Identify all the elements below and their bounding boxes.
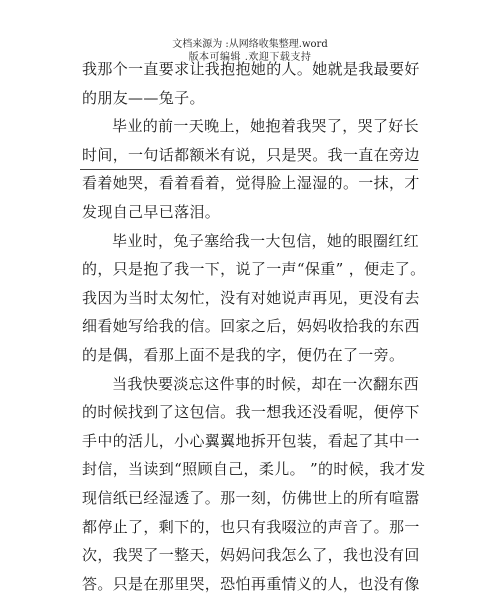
paragraph-start-line: 毕业的前一天晚上，她抱着我哭了，哭了好长 <box>112 117 420 136</box>
text-line: 我那个一直要求让我抱抱她的人。她就是我最要好 <box>82 60 420 78</box>
horizontal-rule <box>80 169 418 170</box>
text-line: 的是偶，看那上面不是我的字，便仍在了一旁。 <box>82 345 405 364</box>
text-line: 答。只是在那里哭，恐怕再重情义的人，也没有像 <box>82 574 420 593</box>
text-line: 的时候找到了这包信。我一想我还没看呢，便停下 <box>82 403 420 422</box>
text-line: 我因为当时太匆忙，没有对她说声再见，更没有去 <box>82 288 420 307</box>
paragraph-start-line: 当我快要淡忘这件事的时候，却在一次翻东西 <box>112 374 420 393</box>
text-line: 都停止了，剩下的，也只有我啜泣的声音了。那一 <box>82 517 420 536</box>
text-line: 时间，一句话都额米有说，只是哭。我一直在旁边 <box>82 145 420 164</box>
text-line: 发现自己早已落泪。 <box>82 202 221 221</box>
text-line: 手中的活儿，小心翼翼地拆开包装，看起了其中一 <box>82 431 420 450</box>
text-line: 看着她哭，看着看着，觉得脸上湿湿的。一抹，才 <box>82 174 420 193</box>
watermark-line-1: 文档来源为 :从网络收集整理.word <box>172 39 328 50</box>
text-line: 现信纸已经湿透了。那一刻，仿佛世上的所有喧嚣 <box>82 488 420 507</box>
watermark-line-2: 版本可编辑 .欢迎下载支持 <box>188 52 312 63</box>
paragraph-start-line: 毕业时，兔子塞给我一大包信，她的眼圈红红 <box>112 231 420 250</box>
text-line: 的，只是抱了我一下，说了一声“保重” ，便走了。 <box>82 260 426 279</box>
body-text <box>82 55 426 598</box>
text-line: 细看她写给我的信。回家之后，妈妈收拾我的东西 <box>82 317 420 336</box>
text-line: 的朋友——兔子。 <box>82 88 205 107</box>
text-line: 次，我哭了一整天，妈妈问我怎么了，我也没有回 <box>82 546 420 565</box>
text-line: 封信，当读到“照顾自己，柔儿。 ”的时候，我才发 <box>82 460 426 479</box>
